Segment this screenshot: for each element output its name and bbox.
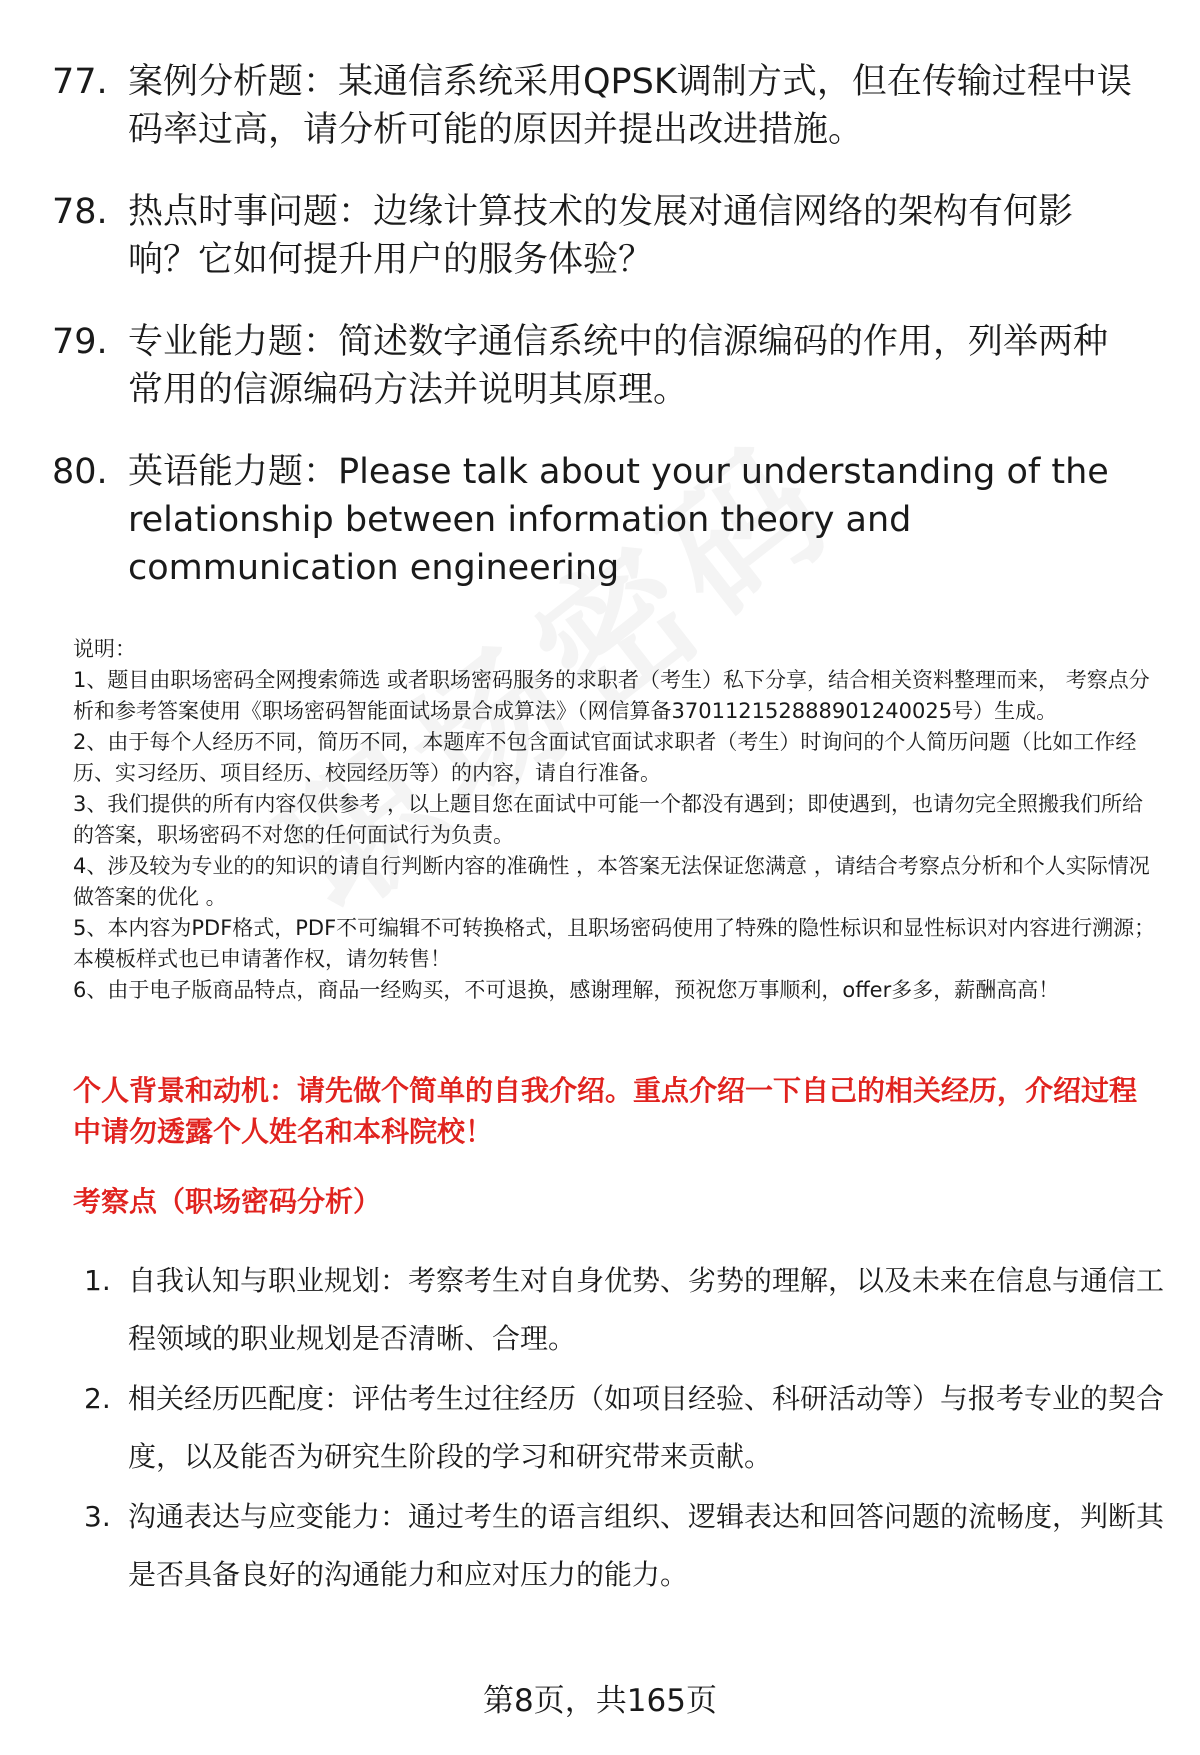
focus-point-text: 相关经历匹配度：评估考生过往经历（如项目经验、科研活动等）与报考专业的契合度，以及能否为研究生阶段的学习和研究带来贡献。 [128, 1382, 1165, 1473]
question-number: 79. [52, 322, 108, 362]
note-item: 1、题目由职场密码全网搜索筛选 或者职场密码服务的求职者（考生）私下分享，结合相关资料整理而来， 考察点分析和参考答案使用《职场密码智能面试场景合成算法》（网信算备370112152888901240025号）生成。 [73, 668, 1150, 723]
focus-point-list [84, 1252, 1164, 1606]
notes-title: 说明： [73, 637, 136, 661]
question-number: 80. [52, 452, 108, 492]
note-item: 3、我们提供的所有内容仅供参考 ，以上题目您在面试中可能一个都没有遇到；即使遇到，也请勿完全照搬我们所给的答案，职场密码不对您的任何面试行为负责。 [73, 792, 1144, 847]
question-number: 78. [52, 192, 108, 232]
focus-points-title: 考察点（职场密码分析） [73, 1185, 382, 1218]
page-footer: 第8页，共165页 [483, 1683, 717, 1719]
note-item: 6、由于电子版商品特点，商品一经购买，不可退换，感谢理解，预祝您万事顺利，offer多多，薪酬高高！ [73, 978, 1060, 1002]
focus-point-text: 自我认知与职业规划：考察考生对自身优势、劣势的理解，以及未来在信息与通信工程领域的职业规划是否清晰、合理。 [128, 1264, 1165, 1355]
interview-prompt: 个人背景和动机：请先做个简单的自我介绍。重点介绍一下自己的相关经历，介绍过程中请勿透露个人姓名和本科院校！ [73, 1074, 1138, 1148]
question-item [52, 448, 1152, 592]
question-list [52, 58, 1152, 626]
note-item: 4、涉及较为专业的的知识的请自行判断内容的准确性 ，本答案无法保证您满意 ，请结合考察点分析和个人实际情况做答案的优化 。 [73, 854, 1150, 909]
question-text: 专业能力题：简述数字通信系统中的信源编码的作用，列举两种常用的信源编码方法并说明其原理。 [128, 322, 1109, 410]
question-number: 77. [52, 62, 108, 102]
focus-point-number: 3. [84, 1500, 111, 1533]
focus-point-item [84, 1488, 1164, 1604]
question-text: 英语能力题：Please talk about your understanding of the relationship between information theory and communication engineering [128, 452, 1109, 588]
focus-point-number: 2. [84, 1382, 111, 1415]
note-item: 2、由于每个人经历不同，简历不同，本题库不包含面试官面试求职者（考生）时询问的个人简历问题（比如工作经历、实习经历、项目经历、校园经历等）的内容，请自行准备。 [73, 730, 1137, 785]
focus-point-text: 沟通表达与应变能力：通过考生的语言组织、逻辑表达和回答问题的流畅度，判断其是否具备良好的沟通能力和应对压力的能力。 [128, 1500, 1165, 1591]
note-item: 5、本内容为PDF格式，PDF不可编辑不可转换格式，且职场密码使用了特殊的隐性标识和显性标识对内容进行溯源；本模板样式也已申请著作权，请勿转售！ [73, 916, 1156, 971]
question-item [52, 318, 1152, 414]
question-text: 案例分析题：某通信系统采用QPSK调制方式，但在传输过程中误码率过高，请分析可能的原因并提出改进措施。 [128, 62, 1132, 150]
notes-section [73, 634, 1163, 1006]
question-item [52, 188, 1152, 284]
focus-point-item [84, 1252, 1164, 1368]
focus-point-number: 1. [84, 1264, 111, 1297]
focus-point-item [84, 1370, 1164, 1486]
question-text: 热点时事问题：边缘计算技术的发展对通信网络的架构有何影响？它如何提升用户的服务体验？ [128, 192, 1074, 280]
question-item [52, 58, 1152, 154]
